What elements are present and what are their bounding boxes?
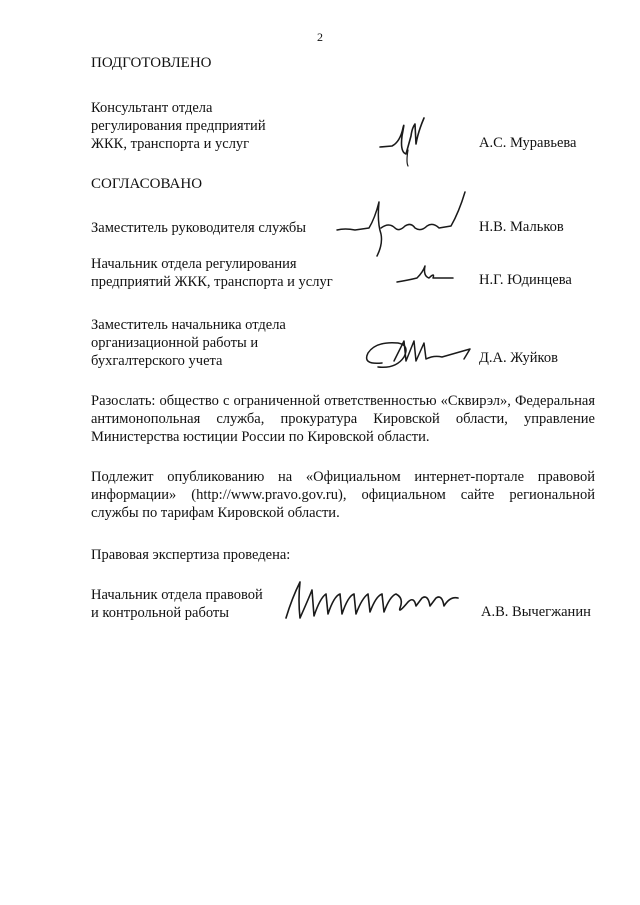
legal-review-position [91,586,263,622]
signer-3-position [91,316,286,370]
position-line: Консультант отдела [91,100,213,116]
position-line: и контрольной работы [91,605,229,621]
signer-3-name: Д.А. Жуйков [479,350,558,366]
approved-heading: СОГЛАСОВАНО [91,176,203,192]
publication-paragraph: Подлежит опубликованию на «Официальном интернет-портале правовой информации» (http://www.pravo.gov.ru), официальном сайте региональной службы по тарифам Кировской области. [91,469,595,521]
position-line: ЖКК, транспорта и услуг [91,136,250,152]
position-line: предприятий ЖКК, транспорта и услуг [91,274,333,290]
signer-2-name: Н.Г. Юдинцева [479,272,572,288]
position-line: организационной работы и [91,335,259,351]
signature-zhuykov [360,335,475,375]
position-line: бухгалтерского учета [91,353,223,369]
prepared-heading: ПОДГОТОВЛЕНО [91,55,212,71]
legal-review-statement: Правовая экспертиза проведена: [91,547,291,563]
prepared-name: А.С. Муравьева [479,135,577,151]
signature-yudintseva [393,262,458,292]
signature-muravieva [378,114,448,174]
position-line: Заместитель начальника отдела [91,317,286,333]
signer-1-position [91,219,306,237]
position-line: Заместитель руководителя службы [91,220,307,236]
legal-review-name: А.В. Вычегжанин [481,604,591,620]
page-number: 2 [317,30,323,44]
signer-2-position [91,255,333,291]
signer-1-name: Н.В. Мальков [479,219,564,235]
prepared-position [91,99,266,153]
position-line: Начальник отдела регулирования [91,256,297,272]
position-line: регулирования предприятий [91,118,266,134]
distribution-paragraph: Разослать: общество с ограниченной ответственностью «Сквирэл», Федеральная антимонопольная служба, прокуратура Кировской области, управление Министерства юстиции России по Кировской области. [91,393,595,445]
signature-vychegzhanin [278,578,468,623]
signature-malkov [335,188,470,263]
position-line: Начальник отдела правовой [91,587,263,603]
